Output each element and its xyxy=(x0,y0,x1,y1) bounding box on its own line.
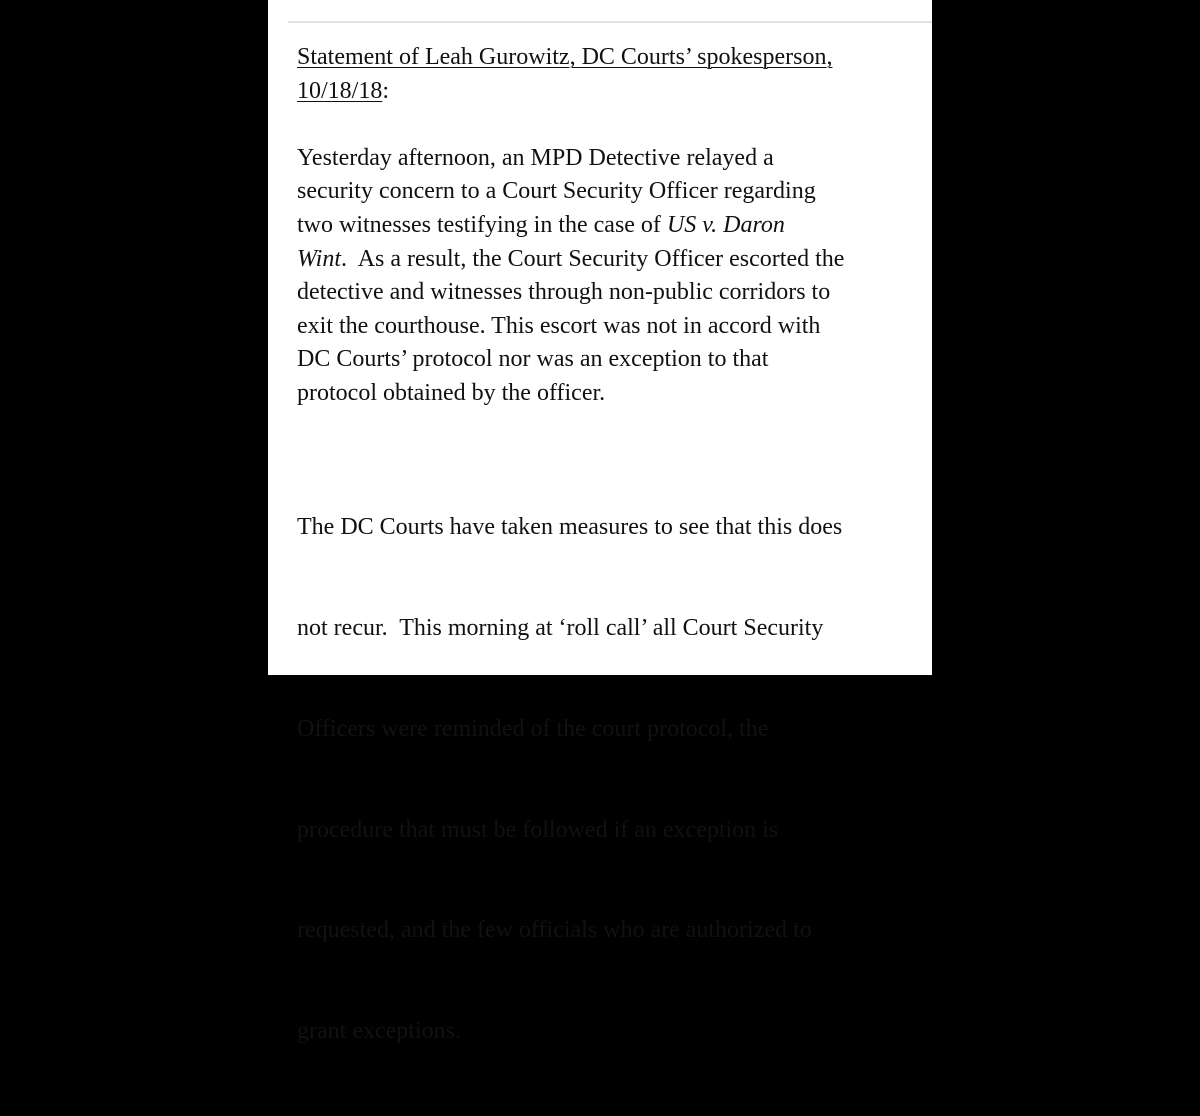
case-name: US v. Daron xyxy=(666,211,785,238)
paragraph-line: DC Courts’ protocol nor was an exception to that xyxy=(297,346,769,373)
paragraph-line: The DC Courts have taken measures to see that this does xyxy=(297,514,843,541)
paragraph-line: procedure that must be followed if an exception is xyxy=(297,816,779,843)
paragraph-1 xyxy=(297,142,937,411)
paragraph-line: detective and witnesses through non-public corridors to xyxy=(297,279,831,306)
text: two witnesses testifying in the case of xyxy=(297,211,667,238)
paragraph-line xyxy=(297,209,937,243)
colon: : xyxy=(382,77,390,104)
paragraph-line: protocol obtained by the officer. xyxy=(297,379,606,406)
statement-text xyxy=(297,41,937,1116)
document-page xyxy=(268,0,932,1045)
paragraph-line: requested, and the few officials who are authorized to xyxy=(297,917,812,944)
paragraph-line: Yesterday afternoon, an MPD Detective relayed a xyxy=(297,144,774,171)
text: . As a result, the Court Security Officer escorted the xyxy=(341,245,845,272)
divider xyxy=(288,21,932,23)
paragraph-line: exit the courthouse. This escort was not in accord with xyxy=(297,312,821,339)
paragraph-line: Officers were reminded of the court protocol, the xyxy=(297,715,769,742)
case-name: Wint xyxy=(297,245,342,272)
paragraph-line xyxy=(297,243,937,277)
paragraph-line: security concern to a Court Security Officer regarding xyxy=(297,178,816,205)
paragraph-line: grant exceptions. xyxy=(297,1018,461,1045)
statement-date: 10/18/18 xyxy=(297,77,383,104)
paragraph-line: not recur. This morning at ‘roll call’ all Court Security xyxy=(297,615,824,642)
paragraph-2 xyxy=(297,444,937,1116)
statement-heading: Statement of Leah Gurowitz, DC Courts’ spokesperson, xyxy=(297,44,833,70)
statement-date-line xyxy=(297,75,937,109)
